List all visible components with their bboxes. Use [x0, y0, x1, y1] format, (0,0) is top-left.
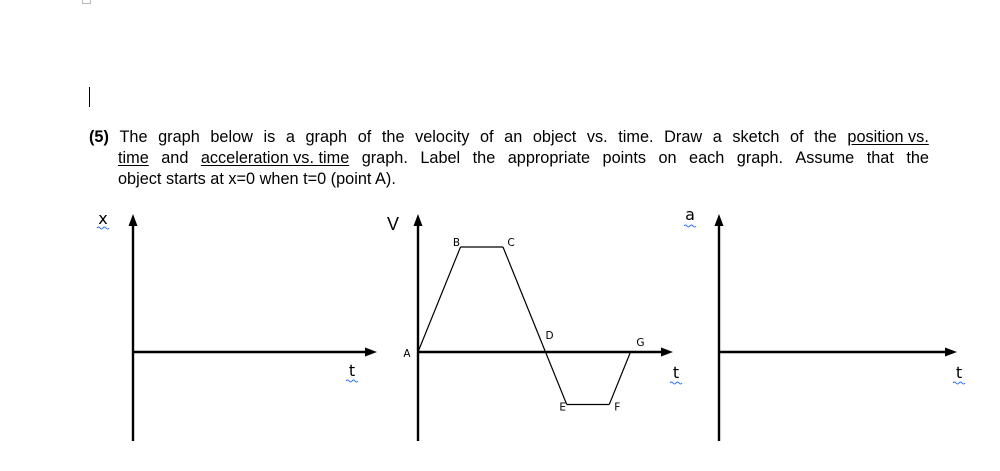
point-label-e: E: [559, 401, 567, 414]
line2-word: graph.: [361, 149, 408, 167]
acceleration-x-arrowhead: [945, 348, 957, 357]
line1-word: velocity: [415, 128, 470, 146]
line2-word: the: [472, 149, 496, 167]
line2-word: that: [866, 149, 894, 167]
velocity-segment-AB: [418, 247, 461, 352]
line1-word: The: [119, 128, 148, 146]
line1-word: below: [210, 128, 253, 146]
velocity-segment-CD: [503, 247, 546, 352]
point-label-a: A: [403, 348, 411, 360]
position-vs-underlined: position vs.: [847, 128, 929, 146]
velocity-segment-DE: [546, 352, 567, 405]
spellcheck-squiggle: [670, 382, 682, 384]
position-x-label: t: [348, 361, 356, 380]
point-label-f: F: [614, 401, 621, 414]
line1-word: object: [532, 128, 577, 146]
line2-word: graph.: [736, 149, 783, 167]
point-label-d: D: [545, 330, 554, 342]
line2-word: and: [161, 149, 189, 167]
line1-word: of: [790, 128, 804, 146]
spellcheck-squiggle: [953, 382, 965, 384]
acceleration-graph: [684, 205, 965, 441]
line2-word: points: [602, 149, 646, 167]
velocity-x-label: t: [672, 363, 680, 382]
velocity-x-arrowhead: [661, 348, 673, 357]
velocity-y-arrowhead: [414, 214, 423, 226]
line1-word: a: [285, 128, 295, 146]
line1-word: the: [381, 128, 405, 146]
problem-line-3: object starts at x=0 when t=0 (point A).: [118, 170, 396, 188]
spellcheck-squiggle: [684, 225, 696, 227]
line1-word: of: [357, 128, 372, 146]
line1-word: a: [712, 128, 722, 146]
point-label-g: G: [636, 337, 645, 349]
position-x-arrowhead: [365, 348, 377, 357]
line1-word: an: [504, 128, 523, 146]
line1-word: sketch: [732, 128, 780, 146]
acceleration-vs-time-underlined: acceleration vs. time: [200, 149, 350, 167]
time-underlined: time: [118, 149, 149, 167]
position-y-arrowhead: [129, 214, 138, 226]
acceleration-y-arrowhead: [715, 214, 724, 226]
line1-word: vs.: [586, 128, 608, 146]
position-y-label: x: [98, 209, 108, 228]
line2-word: appropriate: [507, 149, 591, 167]
line2-word: Label: [420, 149, 461, 167]
line1-word: of: [479, 128, 494, 146]
line2-word: the: [906, 149, 929, 167]
acceleration-y-label: a: [685, 205, 695, 224]
line2-word: each: [689, 149, 725, 167]
problem-number: (5): [89, 128, 109, 146]
acceleration-x-label: t: [955, 363, 963, 382]
line1-word: graph: [305, 128, 348, 146]
velocity-curve: [403, 237, 644, 414]
line1-word: graph: [158, 128, 200, 146]
line1-word: time.: [618, 128, 654, 146]
line2-word: Assume: [795, 149, 855, 167]
line2-word: on: [658, 149, 677, 167]
velocity-segment-FG: [609, 352, 630, 405]
line1-word: the: [814, 128, 837, 146]
point-label-c: C: [507, 237, 515, 249]
velocity-y-label: V: [386, 214, 400, 234]
point-label-b: B: [452, 237, 461, 249]
line1-word: is: [263, 128, 276, 146]
spellcheck-squiggle: [346, 380, 358, 382]
position-graph: [97, 209, 377, 441]
velocity-graph: [387, 214, 682, 441]
line1-word: Draw: [664, 128, 703, 146]
